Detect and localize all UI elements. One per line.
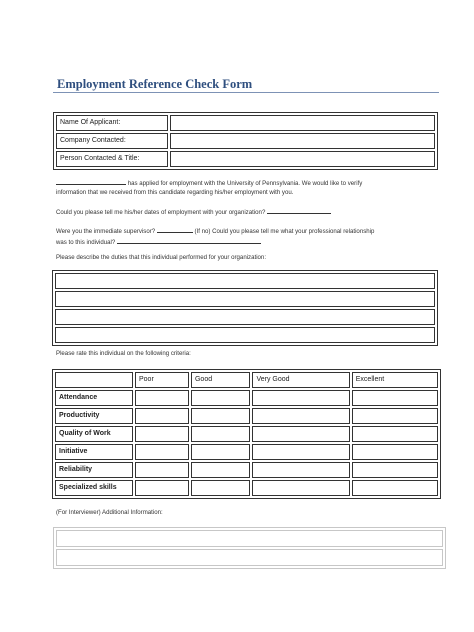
criterion-reliability: Reliability — [55, 462, 133, 478]
person-contacted-field[interactable] — [170, 151, 435, 167]
rating-cell[interactable] — [191, 426, 251, 442]
rating-cell[interactable] — [252, 444, 349, 460]
additional-info-line-2[interactable] — [56, 549, 443, 566]
candidate-name-blank[interactable] — [56, 178, 126, 185]
applicant-info-table — [53, 112, 438, 170]
duties-question: Please describe the duties that this individual performed for your organization: — [56, 254, 267, 261]
rating-cell[interactable] — [191, 462, 251, 478]
duties-line-1[interactable] — [55, 273, 435, 289]
intro-paragraph — [56, 178, 362, 197]
column-good: Good — [191, 372, 251, 388]
applicant-name-label: Name Of Applicant: — [56, 115, 168, 131]
rating-cell[interactable] — [191, 480, 251, 496]
column-very-good: Very Good — [252, 372, 349, 388]
rating-cell[interactable] — [191, 408, 251, 424]
table-row — [55, 462, 438, 478]
company-contacted-label: Company Contacted: — [56, 133, 168, 149]
rating-header-row — [55, 372, 438, 388]
additional-info-label: (For Interviewer) Additional Information: — [56, 509, 163, 516]
rating-cell[interactable] — [135, 480, 189, 496]
table-row — [55, 480, 438, 496]
criterion-attendance: Attendance — [55, 390, 133, 406]
rating-corner-cell — [55, 372, 133, 388]
rating-cell[interactable] — [352, 408, 438, 424]
table-row — [55, 327, 435, 343]
form-title: Employment Reference Check Form — [57, 77, 253, 91]
column-poor: Poor — [135, 372, 189, 388]
rating-table — [52, 369, 441, 499]
duties-line-4[interactable] — [55, 327, 435, 343]
dates-question — [56, 207, 331, 218]
table-row — [56, 133, 435, 149]
rating-cell[interactable] — [252, 462, 349, 478]
table-row — [56, 115, 435, 131]
person-contacted-label: Person Contacted & Title: — [56, 151, 168, 167]
rating-cell[interactable] — [191, 390, 251, 406]
title-rule — [53, 92, 439, 93]
rating-cell[interactable] — [135, 408, 189, 424]
table-row — [55, 426, 438, 442]
relationship-answer-blank[interactable] — [117, 237, 261, 244]
table-row — [55, 309, 435, 325]
table-row — [55, 444, 438, 460]
company-contacted-field[interactable] — [170, 133, 435, 149]
rating-cell[interactable] — [252, 480, 349, 496]
criterion-productivity: Productivity — [55, 408, 133, 424]
rating-cell[interactable] — [352, 480, 438, 496]
rating-cell[interactable] — [252, 426, 349, 442]
rating-cell[interactable] — [135, 462, 189, 478]
criterion-initiative: Initiative — [55, 444, 133, 460]
additional-info-table — [53, 527, 446, 569]
table-row — [55, 273, 435, 289]
supervisor-answer-blank[interactable] — [157, 226, 193, 233]
duties-table — [52, 270, 438, 346]
relationship-question-line2: was to this individual? — [56, 238, 116, 246]
rating-cell[interactable] — [191, 444, 251, 460]
rating-cell[interactable] — [252, 390, 349, 406]
rating-cell[interactable] — [135, 426, 189, 442]
duties-line-2[interactable] — [55, 291, 435, 307]
rating-cell[interactable] — [252, 408, 349, 424]
rating-cell[interactable] — [352, 462, 438, 478]
dates-answer-blank[interactable] — [267, 207, 331, 214]
table-row — [55, 291, 435, 307]
intro-line2-text: information that we received from this candidate regarding his/her employment with you. — [56, 188, 294, 196]
rating-cell[interactable] — [352, 426, 438, 442]
criterion-specialized-skills: Specialized skills — [55, 480, 133, 496]
rating-intro: Please rate this individual on the following criteria: — [56, 350, 191, 357]
supervisor-question-text: Were you the immediate supervisor? — [56, 228, 156, 235]
applicant-name-field[interactable] — [170, 115, 435, 131]
column-excellent: Excellent — [352, 372, 438, 388]
table-row — [56, 549, 443, 566]
intro-line1-text: has applied for employment with the University of Pennsylvania. We would like to verify — [127, 180, 363, 187]
rating-cell[interactable] — [135, 444, 189, 460]
table-row — [55, 408, 438, 424]
supervisor-question — [56, 226, 374, 247]
table-row — [56, 530, 443, 547]
dates-question-text: Could you please tell me his/her dates of employment with your organization? — [56, 209, 266, 216]
relationship-question-text: (If no) Could you please tell me what your professional relationship — [194, 228, 375, 235]
rating-cell[interactable] — [135, 390, 189, 406]
additional-info-line-1[interactable] — [56, 530, 443, 547]
rating-cell[interactable] — [352, 390, 438, 406]
duties-line-3[interactable] — [55, 309, 435, 325]
rating-cell[interactable] — [352, 444, 438, 460]
criterion-quality-of-work: Quality of Work — [55, 426, 133, 442]
table-row — [56, 151, 435, 167]
table-row — [55, 390, 438, 406]
